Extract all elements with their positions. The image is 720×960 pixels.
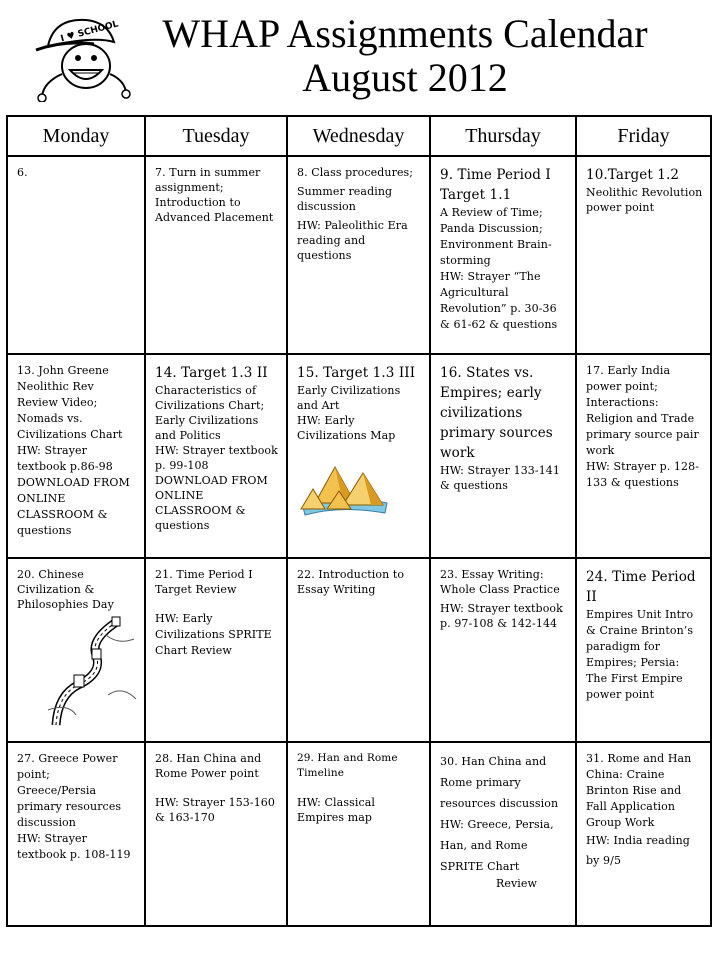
cell-heading: Target 1.1 — [440, 187, 512, 203]
homework-text: HW: Strayer textbook p. 99-108 — [155, 444, 278, 472]
day-cell-aug-7 — [145, 156, 287, 354]
cell-text — [440, 363, 568, 463]
cell-text: DOWNLOAD FROM ONLINE CLASSROOM & questions — [155, 474, 268, 532]
day-cell-aug-22 — [287, 558, 430, 742]
cell-text: Empires Unit Intro & Craine Brinton’s paradigm for Empires; Persia: The First Empire power point — [586, 608, 694, 701]
cell-text: 28. Han China and Rome Power point — [155, 752, 262, 780]
homework-text: HW: Strayer textbook p. 108-119 — [17, 832, 131, 861]
homework-text: HW: Strayer p. 128-133 & questions — [586, 460, 700, 489]
cell-text: 21. Time Period I Target Review — [155, 568, 253, 596]
homework-text: HW: Strayer 153-160 & 163-170 — [155, 796, 276, 824]
cell-heading: 24. Time Period II — [586, 569, 696, 605]
homework-text: HW: Early Civilizations SPRITE Chart Review — [155, 612, 272, 657]
homework-text: HW: Early Civilizations Map — [297, 414, 396, 442]
cell-text: Neolithic Revolution power point — [586, 186, 703, 214]
week-row — [7, 156, 711, 354]
cell-text: 20. Chinese Civilization & Philosophies Day — [17, 568, 114, 611]
cell-text: 7. Turn in summer assignment; Introduction to Advanced Placement — [155, 166, 274, 224]
cell-text: 22. Introduction to Essay Writing — [297, 568, 405, 596]
week-row — [7, 558, 711, 742]
cell-text: 27. Greece Power point; — [17, 752, 118, 781]
day-cell-aug-30 — [430, 742, 576, 926]
cell-heading: 10.Target 1.2 — [586, 167, 680, 183]
homework-text: HW: Strayer “The Agricultural Revolution” p. 30-36 & 61-62 & questions — [440, 270, 558, 331]
cell-heading: 14. Target 1.3 II — [155, 365, 268, 381]
cell-text: 6. — [17, 166, 28, 179]
day-header-row — [7, 116, 711, 156]
day-cell-aug-15 — [287, 354, 430, 558]
cell-text: 31. Rome and Han China: Craine Brinton Rise and Fall Application Group Work — [586, 752, 692, 829]
day-cell-aug-6 — [7, 156, 145, 354]
day-cell-aug-14 — [145, 354, 287, 558]
cell-text: by 9/5 — [586, 854, 622, 867]
cell-text: 23. Essay Writing: Whole Class Practice — [440, 568, 560, 596]
cell-text: Greece/Persia primary resources discussion — [17, 784, 122, 829]
day-cell-aug-20 — [7, 558, 145, 742]
day-cell-aug-27 — [7, 742, 145, 926]
cell-text: 13. John Greene Neolithic Rev Review Video; Nomads vs. Civilizations Chart — [17, 364, 123, 441]
pyramids-clipart — [297, 453, 393, 517]
page-title — [150, 12, 660, 100]
cell-text: 8. Class procedures; — [297, 166, 414, 179]
cell-heading: 15. Target 1.3 III — [297, 365, 416, 381]
day-cell-aug-28 — [145, 742, 287, 926]
day-cell-aug-21 — [145, 558, 287, 742]
homework-text: HW: Strayer 133-141 & questions — [440, 464, 561, 492]
day-cell-aug-9 — [430, 156, 576, 354]
week-row — [7, 742, 711, 926]
cell-text: DOWNLOAD FROM ONLINE CLASSROOM & questions — [17, 476, 130, 537]
title-line-2: August 2012 — [302, 55, 508, 100]
school-kid-logo — [34, 12, 134, 102]
week-row — [7, 354, 711, 558]
cell-text: 17. Early India power point; Interactions: Religion and Trade primary source pair work — [586, 364, 699, 457]
day-cell-aug-13 — [7, 354, 145, 558]
great-wall-clipart — [48, 615, 138, 727]
day-cell-aug-10 — [576, 156, 711, 354]
day-cell-aug-17 — [576, 354, 711, 558]
day-cell-aug-8 — [287, 156, 430, 354]
homework-text: HW: Greece, Persia, Han, and Rome — [440, 818, 554, 852]
calendar-table — [6, 115, 712, 927]
day-cell-aug-23 — [430, 558, 576, 742]
cell-text: 16. States vs. Empires; early civilizations primary sources work — [440, 365, 553, 461]
cell-heading: 9. Time Period I — [440, 167, 551, 183]
homework-text: HW: Classical Empires map — [297, 796, 375, 824]
homework-text: HW: India reading — [586, 834, 690, 847]
header-thursday: Thursday — [430, 116, 576, 156]
header-tuesday: Tuesday — [145, 116, 287, 156]
logo-text: I ♥ SCHOOL — [59, 19, 120, 45]
title-line-1: WHAP Assignments Calendar — [162, 11, 648, 56]
day-cell-aug-29 — [287, 742, 430, 926]
cell-text: Summer reading discussion — [297, 185, 393, 213]
cell-text: Review — [496, 877, 538, 890]
day-cell-aug-16 — [430, 354, 576, 558]
cell-text: Early Civilizations and Art — [297, 384, 401, 412]
header-friday: Friday — [576, 116, 711, 156]
homework-text: HW: Strayer textbook p. 97-108 & 142-144 — [440, 602, 563, 630]
header-monday: Monday — [7, 116, 145, 156]
homework-text: HW: Paleolithic Era reading and questions — [297, 219, 408, 262]
homework-text: HW: Strayer textbook p.86-98 — [17, 444, 113, 473]
cell-text: SPRITE Chart — [440, 860, 520, 873]
header-wednesday: Wednesday — [287, 116, 430, 156]
day-cell-aug-31 — [576, 742, 711, 926]
cell-text: A Review of Time; Panda Discussion; Environment Brain-storming — [440, 206, 552, 267]
cell-text: 29. Han and Rome Timeline — [297, 752, 398, 779]
cell-text: 30. Han China and Rome primary resources discussion — [440, 755, 559, 810]
day-cell-aug-24 — [576, 558, 711, 742]
cell-text: Characteristics of Civilizations Chart; Early Civilizations and Politics — [155, 384, 265, 442]
